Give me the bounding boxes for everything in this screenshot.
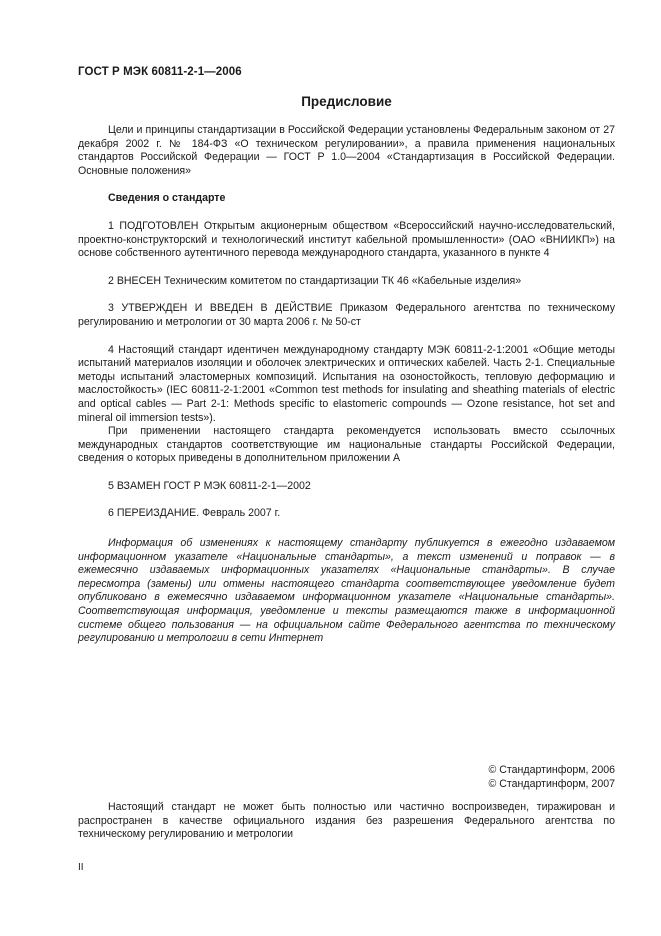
preface-title: Предисловие [301, 94, 392, 109]
item-1-prepared: 1 ПОДГОТОВЛЕН Открытым акционерным обществом «Всероссийский научно-исследовательский, проектно-конструкторский и технологический институт кабельной промышленности» (ОАО «ВНИИКП») на основе собственного аутентичного перевода международного стандарта, указанного в пункте 4 [78, 219, 615, 260]
item-2-submitted: 2 ВНЕСЕН Техническим комитетом по стандартизации ТК 46 «Кабельные изделия» [108, 274, 522, 287]
copyright-block [489, 764, 615, 791]
standard-info-heading: Сведения о стандарте [108, 192, 226, 205]
changes-info-notice: Информация об изменениях к настоящему стандарту публикуется в ежегодно издаваемом информационном указателе «Национальные стандарты», а текст изменений и поправок — в ежемесячно издаваемых информационных указателях «Национальные стандарты». В случае пересмотра (замены) или отмены настоящего стандарта соответствующее уведомление будет опубликовано в ежемесячно издаваемом информационном указателе «Национальные стандарты». Соответствующая информация, уведомление и тексты размещаются также в информационной системе общего пользования — на официальном сайте Федерального агентства по техническому регулированию и метрологии в сети Интернет [78, 537, 615, 645]
document-number-header: ГОСТ Р МЭК 60811-2-1—2006 [78, 66, 242, 78]
preface-body [78, 124, 615, 646]
item-6-reissue: 6 ПЕРЕИЗДАНИЕ. Февраль 2007 г. [108, 507, 281, 520]
item-5-replaces: 5 ВЗАМЕН ГОСТ Р МЭК 60811-2-1—2002 [108, 479, 311, 492]
reproduction-notice-text: Настоящий стандарт не может быть полностью или частично воспроизведен, тиражирован и распространен в качестве официального издания без разрешения Федерального агентства по техническому регулированию и метрологии [78, 801, 615, 841]
copyright-line-2006: © Стандартинформ, 2006 [488, 764, 615, 776]
item-3-approved: 3 УТВЕРЖДЕН И ВВЕДЕН В ДЕЙСТВИЕ Приказом Федерального агентства по техническому регулированию и метрологии от 30 марта 2006 г. № 50-ст [78, 302, 615, 328]
item-4-identical-standard: 4 Настоящий стандарт идентичен международному стандарту МЭК 60811-2-1:2001 «Общие методы испытаний материалов изоляции и оболочек электрических и оптических кабелей. Часть 2-1. Специальные методы испытаний эластомерных композиций. Испытания на озоностойкость, тепловую деформацию и маслостойкость» (IEC 60811-2-1:2001 «Common test methods for insulating and sheathing materials of electric and optical cables — Part 2-1: Methods specific to elastomeric compounds — Ozone resistance, hot set and mineral oil immersion tests»). [78, 343, 615, 424]
copyright-line-2007: © Стандартинформ, 2007 [488, 777, 615, 790]
page-number: II [78, 862, 84, 873]
item-4-reference-note: При применении настоящего стандарта рекомендуется использовать вместо ссылочных международных стандартов соответствующие им национальные стандарты Российской Федерации, сведения о которых приведены в дополнительном приложении А [78, 425, 615, 465]
preface-intro-paragraph: Цели и принципы стандартизации в Российской Федерации установлены Федеральным законом от 27 декабря 2002 г. № 184-ФЗ «О техническом регулировании», а правила применения национальных стандартов Российской Федерации — ГОСТ Р 1.0—2004 «Стандартизация в Российской Федерации. Основные положения» [78, 124, 615, 177]
reproduction-notice [78, 801, 615, 842]
